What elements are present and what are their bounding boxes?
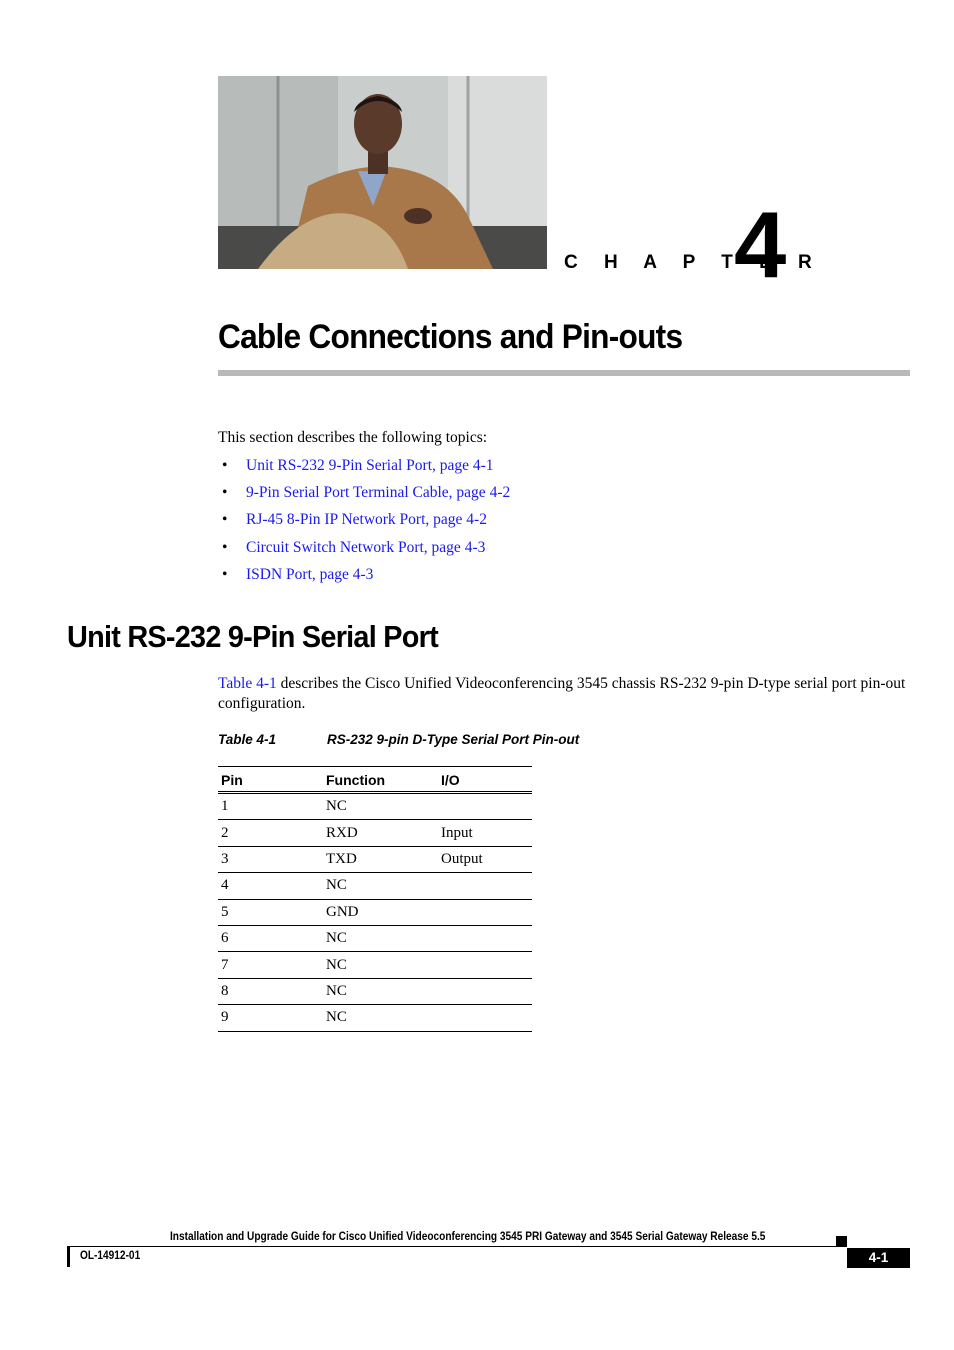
footer-tick xyxy=(67,1246,70,1267)
cell-function: NC xyxy=(323,925,438,951)
table-row xyxy=(218,952,532,978)
table-header-row xyxy=(218,767,532,793)
cell-io: Output xyxy=(438,846,532,872)
cell-pin: 5 xyxy=(218,899,323,925)
cell-pin: 1 xyxy=(218,793,323,820)
cell-function: RXD xyxy=(323,820,438,846)
cell-io xyxy=(438,1005,532,1031)
topic-link[interactable]: Unit RS-232 9-Pin Serial Port, page 4-1 xyxy=(246,457,494,474)
cell-io xyxy=(438,978,532,1004)
topic-link[interactable]: 9-Pin Serial Port Terminal Cable, page 4-2 xyxy=(246,484,511,502)
chapter-number: 4 xyxy=(734,192,787,297)
topic-link[interactable]: RJ-45 8-Pin IP Network Port, page 4-2 xyxy=(246,511,487,529)
topic-link[interactable]: ISDN Port, page 4-3 xyxy=(246,565,374,583)
intro-text: This section describes the following topics: xyxy=(218,429,488,446)
pinout-table xyxy=(218,766,532,1032)
chapter-label: C H A P T E R xyxy=(564,252,823,273)
cell-function: NC xyxy=(323,873,438,899)
cell-io: Input xyxy=(438,820,532,846)
header-io: I/O xyxy=(438,767,532,793)
cell-io xyxy=(438,952,532,978)
cell-function: GND xyxy=(323,899,438,925)
topic-link[interactable]: Circuit Switch Network Port, page 4-3 xyxy=(246,538,486,556)
footer-doc-title: Installation and Upgrade Guide for Cisco Unified Videoconferencing 3545 PRI Gateway and 3545 Serial Gateway Release 5.5 xyxy=(170,1231,766,1243)
table-ref-link[interactable]: Table 4-1 xyxy=(218,675,277,692)
section-heading: Unit RS-232 9-Pin Serial Port xyxy=(67,619,438,654)
footer-rule xyxy=(67,1246,842,1247)
table-caption-title: RS-232 9-pin D-Type Serial Port Pin-out xyxy=(327,732,580,747)
table-row xyxy=(218,899,532,925)
table-row xyxy=(218,873,532,899)
cell-io xyxy=(438,793,532,820)
chapter-photo xyxy=(218,76,547,269)
cell-function: NC xyxy=(323,793,438,820)
cell-pin: 4 xyxy=(218,873,323,899)
cell-pin: 9 xyxy=(218,1005,323,1031)
topic-item: • 9-Pin Serial Port Terminal Cable, page 4-2 xyxy=(222,484,511,502)
cell-pin: 8 xyxy=(218,978,323,1004)
cell-function: NC xyxy=(323,978,438,1004)
table-row xyxy=(218,1005,532,1031)
section-paragraph xyxy=(218,674,910,713)
header-pin: Pin xyxy=(218,767,323,793)
table-row xyxy=(218,846,532,872)
footer-doc-id: OL-14912-01 xyxy=(80,1250,141,1262)
header-function: Function xyxy=(323,767,438,793)
topic-item: • Unit RS-232 9-Pin Serial Port, page 4-1 xyxy=(222,457,494,474)
cell-io xyxy=(438,925,532,951)
table-row xyxy=(218,925,532,951)
table-row xyxy=(218,978,532,1004)
topic-item: • Circuit Switch Network Port, page 4-3 xyxy=(222,538,486,556)
topic-item: • RJ-45 8-Pin IP Network Port, page 4-2 xyxy=(222,511,487,529)
paragraph-text: describes the Cisco Unified Videoconferencing 3545 chassis RS-232 9-pin D-type serial port pin-out configuration. xyxy=(218,675,906,712)
title-rule xyxy=(218,370,910,376)
table-row xyxy=(218,793,532,820)
table-row xyxy=(218,820,532,846)
table-caption xyxy=(218,732,580,747)
cell-pin: 2 xyxy=(218,820,323,846)
cell-io xyxy=(438,899,532,925)
chapter-title: Cable Connections and Pin-outs xyxy=(218,318,683,356)
topic-list xyxy=(222,456,510,592)
page-number: 4-1 xyxy=(847,1248,910,1268)
cell-io xyxy=(438,873,532,899)
cell-pin: 6 xyxy=(218,925,323,951)
cell-function: TXD xyxy=(323,846,438,872)
topic-item: • ISDN Port, page 4-3 xyxy=(222,565,374,583)
cell-pin: 3 xyxy=(218,846,323,872)
cell-function: NC xyxy=(323,1005,438,1031)
cell-function: NC xyxy=(323,952,438,978)
table-caption-number: Table 4-1 xyxy=(218,732,277,747)
cell-pin: 7 xyxy=(218,952,323,978)
